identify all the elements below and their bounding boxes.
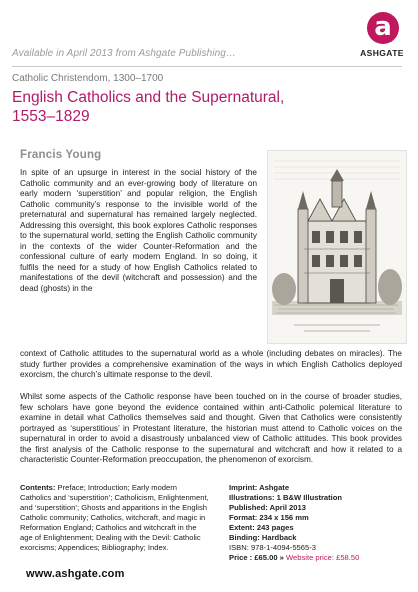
- website-link[interactable]: www.ashgate.com: [26, 568, 125, 580]
- publication-date: Published: April 2013: [229, 503, 306, 512]
- book-title: [12, 88, 392, 126]
- ashgate-logo[interactable]: [358, 10, 406, 62]
- author-name: Francis Young: [20, 149, 102, 161]
- binding: Binding: Hardback: [229, 533, 297, 542]
- website-price[interactable]: Website price: £58.50: [286, 553, 360, 562]
- cover-illustration: [267, 150, 407, 344]
- logo-wordmark: ASHGATE: [360, 48, 404, 58]
- description-paragraph-1: In spite of an upsurge in interest in the social history of the Catholic community and an ever-growing body of literature on early modern ‘superstition’ and popular religion, the English Catholic community’s response to the invisible world of the preternatural and supernatural has remained largely neglected. Addressing this oversight, this book explores Catholic responses to the supernatural world, setting the English Catholic community in the contexts of the wider Counter-Reformation and the confessional culture of early modern England. In so doing, it fulfils the need for a study of how English Catholics related to manifestations of the devil (witchcraft and possession) and the dead (ghosts) in the: [20, 168, 257, 293]
- list-price: Price : £65.00 »: [229, 553, 284, 562]
- logo-mark-icon: a: [367, 12, 399, 44]
- description-paragraph-2: Whilst some aspects of the Catholic response have been touched on in the course of broader studies, few scholars have gone beyond the evidence contained within anti-Catholic polemical literature to examine in detail what Catholics themselves said and thought. Given that Catholics were consistently portrayed as ‘superstitious’ in Protestant literature, the historian must attend to Catholic voices on the supernatural in order to avoid a disastrously unbalanced view of Catholic attitudes. This book provides the first analysis of the Catholic response to the supernatural and witchcraft and how it related to a characteristic Counter-Reformation preoccupation, the phenomenon of exorcism.: [20, 392, 402, 464]
- availability-notice: Available in April 2013 from Ashgate Publishing…: [12, 48, 236, 59]
- book-title-line-1: English Catholics and the Supernatural,: [12, 89, 285, 106]
- contents-list: Preface; Introduction; Early modern Catholics and ‘superstition’; Catholicism, Enlightenment, and ‘superstition’; Ghosts and apparitions in the English Catholic community; Catholics, witchcraft, and magic in Reformation England; Catholics and witchcraft in the age of Enlightenment; Dealing with the Devil: Catholic exorcisms; Appendices; Bibliography; Index.: [20, 483, 209, 552]
- price-row: [229, 553, 409, 563]
- description-paragraph-1-continued: context of Catholic attitudes to the supernatural world as a whole (including debates on miracles). The study further provides a comprehensive examination of the ways in which English Catholics deployed exorcism, the church’s ultimate response to the devil.: [20, 349, 402, 379]
- book-title-line-2: 1553–1829: [12, 108, 90, 125]
- series-name: Catholic Christendom, 1300–1700: [12, 73, 164, 84]
- format: Format: 234 x 156 mm: [229, 513, 309, 522]
- illustrations-count: Illustrations: 1 B&W Illustration: [229, 493, 343, 502]
- extent: Extent: 243 pages: [229, 523, 294, 532]
- isbn: ISBN: 978-1-4094-5565-3: [229, 543, 316, 552]
- imprint: Imprint: Ashgate: [229, 483, 290, 492]
- table-of-contents: [20, 483, 210, 553]
- header-divider: [12, 66, 402, 67]
- book-details: [229, 483, 409, 563]
- contents-label: Contents:: [20, 483, 56, 492]
